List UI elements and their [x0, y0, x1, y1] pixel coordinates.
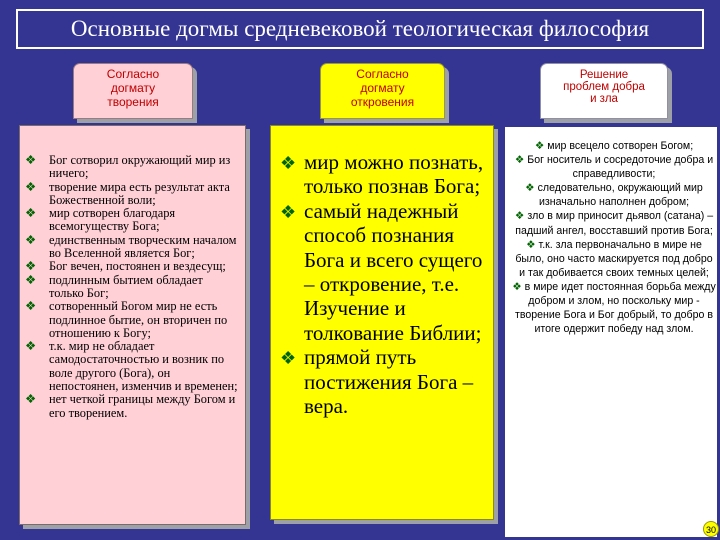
list-item: ❖ Бог носитель и сосредоточие добра и справедливости;: [514, 154, 714, 181]
diamond-bullet-icon: ❖: [25, 339, 37, 354]
tab-line: откровения: [350, 95, 415, 109]
tab-line: Согласно: [356, 67, 409, 81]
tab-line: и зла: [590, 93, 618, 105]
page-number-badge: 30: [703, 521, 719, 537]
tab-line: творения: [107, 95, 159, 109]
list-item: ❖ подлинным бытием обладает только Бог;: [25, 272, 203, 300]
list-item: ❖ сотворенный Богом мир не есть подлинное бытие, он вторичен по отношению к Богу;: [25, 299, 228, 340]
diamond-bullet-icon: ❖: [25, 153, 37, 167]
creation-panel: [19, 125, 246, 525]
list-item: ❖ единственным творческим началом во Вселенной является Бог;: [25, 232, 237, 261]
tab-good-evil: [540, 63, 668, 119]
tab-line: догмату: [110, 81, 156, 95]
list-item: ❖ мир сотворен благодаря всемогуществу Бога;: [25, 206, 176, 234]
diamond-bullet-icon: ❖: [526, 238, 536, 251]
revelation-list: [278, 150, 492, 418]
list-item: ❖ в мире идет постоянная борьба между добром и злом, но поскольку мир - творение Бога и Бог добрый, то добро в итоге одержит победу над злом.: [512, 280, 716, 336]
page-title: Основные догмы средневековой теологическая философия: [16, 9, 704, 49]
tab-line: проблем добра: [563, 81, 645, 93]
list-item: ❖ следовательно, окружающий мир изначально наполнен добром;: [525, 182, 703, 209]
diamond-bullet-icon: ❖: [280, 348, 297, 369]
diamond-bullet-icon: ❖: [25, 259, 37, 274]
good-evil-panel: [505, 127, 717, 537]
diamond-bullet-icon: ❖: [514, 154, 525, 167]
tab-revelation: [320, 63, 445, 119]
list-item: ❖ т.к. зла первоначально в мире не было, оно часто маскируется под добро и так добивается своих темных целей;: [515, 238, 713, 279]
diamond-bullet-icon: ❖: [25, 392, 37, 407]
diamond-bullet-icon: ❖: [25, 232, 37, 247]
list-item: ❖ Бог вечен, постоянен и вездесущ;: [25, 259, 226, 274]
diamond-bullet-icon: ❖: [25, 179, 37, 194]
diamond-bullet-icon: ❖: [25, 272, 37, 287]
diamond-bullet-icon: ❖: [512, 280, 522, 293]
tab-line: Решение: [579, 69, 629, 81]
diamond-bullet-icon: ❖: [534, 140, 545, 152]
diamond-bullet-icon: ❖: [280, 153, 297, 173]
list-item: ❖ самый надежный способ познания Бога и всего сущего – откровение, т.е. Изучение и толкование Библии;: [280, 198, 483, 345]
list-item: ❖ т.к. мир не обладает самодостаточностью и возник по воле другого (Бога), он непостоянен, изменчив и временен;: [25, 339, 238, 394]
list-item: ❖ прямой путь постижения Бога – вера.: [280, 345, 474, 419]
list-item: ❖ нет четкой границы между Богом и его творением.: [25, 392, 236, 420]
revelation-panel: [270, 125, 494, 520]
list-item: ❖ Бог сотворил окружающий мир из ничего;: [25, 153, 231, 181]
tab-line: догмату: [360, 81, 405, 95]
tab-creation: [73, 63, 193, 119]
list-item: ❖ зло в мир приносит дьявол (сатана) – падший ангел, восставший против Бога;: [514, 210, 714, 237]
creation-list: [23, 154, 238, 420]
list-item: ❖ творение мира есть результат акта Божественной воли;: [25, 179, 230, 207]
diamond-bullet-icon: ❖: [280, 201, 297, 222]
diamond-bullet-icon: ❖: [25, 206, 37, 221]
list-item: ❖ мир всецело сотворен Богом;: [534, 140, 694, 152]
tab-line: Согласно: [106, 67, 160, 81]
diamond-bullet-icon: ❖: [525, 182, 535, 195]
diamond-bullet-icon: ❖: [25, 299, 37, 314]
list-item: ❖ мир можно познать, только познав Бога;: [280, 150, 484, 199]
diamond-bullet-icon: ❖: [514, 210, 525, 223]
good-evil-list: [511, 139, 717, 336]
